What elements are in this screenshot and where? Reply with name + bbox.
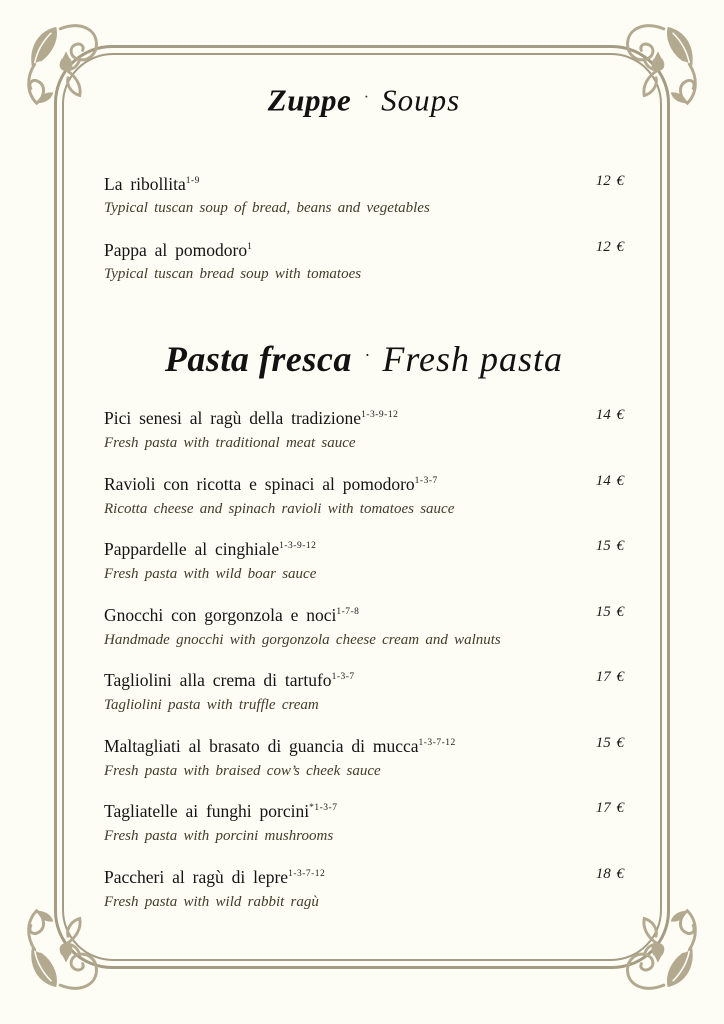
section-title-italian: Zuppe: [267, 82, 352, 118]
item-allergen-superscript: 1-7-8: [336, 606, 360, 617]
item-description: Tagliolini pasta with truffle cream: [104, 697, 319, 714]
item-name: [104, 236, 624, 261]
item-name: [104, 601, 624, 626]
item-description: Handmade gnocchi with gorgonzola cheese cream and walnuts: [104, 631, 501, 648]
item-price: 14 €: [595, 472, 624, 489]
item-description: Ricotta cheese and spinach ravioli with tomatoes sauce: [104, 500, 455, 517]
section-title-separator-dot: ·: [364, 89, 369, 106]
menu-item: [104, 666, 624, 732]
item-name-text: Tagliatelle ai funghi porcini: [104, 801, 310, 822]
item-name-text: Pappardelle al cinghiale: [104, 539, 280, 560]
item-price: 12 €: [595, 238, 624, 255]
item-price: 15 €: [595, 538, 624, 555]
item-allergen-superscript: 1-3-7-12: [418, 737, 456, 748]
menu-item: [104, 535, 624, 601]
item-name: [104, 404, 624, 429]
menu-item: [104, 863, 624, 929]
section-title: [104, 332, 624, 382]
corner-flourish-ornament-bottom-left: [21, 899, 115, 993]
item-name-text: Pici senesi al ragù della tradizione: [104, 408, 362, 429]
menu-item: [104, 601, 624, 667]
item-description: Typical tuscan bread soup with tomatoes: [104, 266, 362, 283]
item-price: 17 €: [595, 669, 624, 686]
item-price: 12 €: [595, 172, 624, 189]
item-allergen-superscript: 1-3-7: [331, 672, 355, 683]
menu-list: [104, 404, 624, 928]
item-name-text: Pappa al pomodoro: [104, 239, 248, 260]
item-allergen-superscript: 1-3-9-12: [361, 410, 399, 421]
flourish-icon: [21, 899, 115, 993]
menu-item: [104, 404, 624, 470]
menu-item: [104, 470, 624, 536]
menu-item: [104, 170, 624, 236]
item-description: Fresh pasta with braised cow’s cheek sauce: [104, 762, 381, 779]
menu-item: [104, 732, 624, 798]
item-allergen-superscript: 1: [247, 241, 253, 252]
corner-flourish-ornament-top-left: [21, 21, 115, 115]
item-name: [104, 470, 624, 495]
item-description: Typical tuscan soup of bread, beans and vegetables: [104, 200, 430, 217]
item-name-text: Gnocchi con gorgonzola e noci: [104, 604, 337, 625]
item-name: [104, 797, 624, 822]
section-title-english: Soups: [381, 82, 461, 118]
item-price: 14 €: [595, 407, 624, 424]
item-name-text: Maltagliati al brasato di guancia di mucca: [104, 735, 419, 756]
item-allergen-superscript: *1-3-7: [309, 803, 338, 814]
section-title-italian: Pasta fresca: [164, 338, 352, 379]
item-price: 17 €: [595, 800, 624, 817]
item-allergen-superscript: 1-9: [185, 175, 200, 186]
menu-item: [104, 236, 624, 302]
item-price: 15 €: [595, 734, 624, 751]
menu-list: [104, 170, 624, 302]
item-price: 15 €: [595, 603, 624, 620]
item-description: Fresh pasta with wild boar sauce: [104, 566, 317, 583]
section-title-english: Fresh pasta: [382, 338, 564, 379]
item-name: [104, 863, 624, 888]
item-description: Fresh pasta with porcini mushrooms: [104, 828, 334, 845]
menu-content: [104, 0, 624, 928]
item-allergen-superscript: 1-3-9-12: [279, 541, 317, 552]
item-name-text: Ravioli con ricotta e spinaci al pomodoro: [104, 473, 415, 494]
item-name-text: Tagliolini alla crema di tartufo: [104, 670, 332, 691]
item-name: [104, 666, 624, 691]
item-allergen-superscript: 1-3-7-12: [288, 868, 326, 879]
item-description: Fresh pasta with traditional meat sauce: [104, 435, 356, 452]
item-name-text: La ribollita: [104, 173, 186, 194]
item-price: 18 €: [595, 865, 624, 882]
item-name: [104, 170, 624, 195]
flourish-icon: [21, 21, 115, 115]
section-title: [104, 78, 624, 121]
item-name: [104, 732, 624, 757]
item-name: [104, 535, 624, 560]
item-description: Fresh pasta with wild rabbit ragù: [104, 893, 319, 910]
item-allergen-superscript: 1-3-7: [414, 475, 438, 486]
menu-item: [104, 797, 624, 863]
section-title-separator-dot: ·: [364, 344, 370, 365]
item-name-text: Paccheri al ragù di lepre: [104, 866, 289, 887]
